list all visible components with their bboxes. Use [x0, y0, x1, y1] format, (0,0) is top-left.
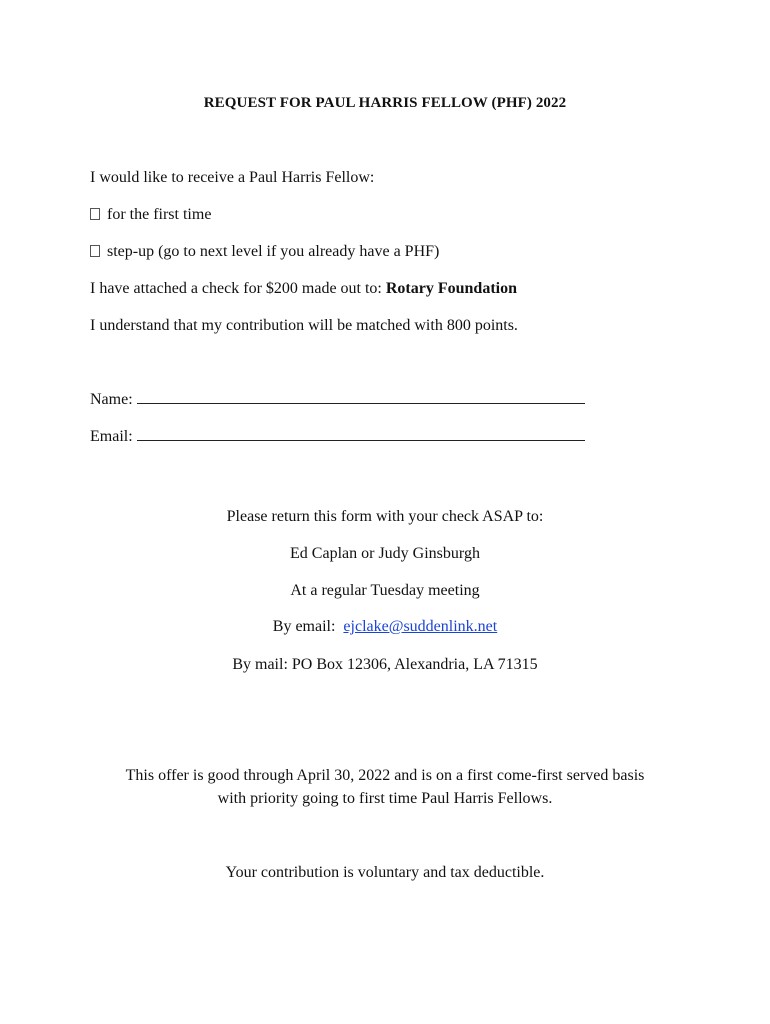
tax-note: Your contribution is voluntary and tax deductible. — [225, 864, 545, 881]
option-step-up — [90, 242, 439, 262]
return-contacts: Ed Caplan or Judy Ginsburgh — [290, 545, 480, 562]
name-field[interactable] — [137, 389, 585, 404]
page-title: REQUEST FOR PAUL HARRIS FELLOW (PHF) 2022 — [203, 95, 567, 111]
option-first-time-label: for the first time — [107, 206, 212, 223]
email-label: Email: — [90, 428, 133, 445]
return-email-line — [0, 617, 770, 637]
intro-text: I would like to receive a Paul Harris Fellow: — [90, 169, 375, 186]
email-link[interactable]: ejclake@suddenlink.net — [343, 618, 498, 635]
check-payee: Rotary Foundation — [385, 280, 517, 297]
offer-line-1: This offer is good through April 30, 2022 and is on a first come-first served basis — [125, 767, 645, 784]
email-row — [90, 426, 585, 447]
return-meeting: At a regular Tuesday meeting — [290, 582, 480, 599]
points-statement: I understand that my contribution will be matched with 800 points. — [90, 317, 518, 334]
check-statement — [90, 279, 517, 299]
option-step-up-label: step-up (go to next level if you already have a PHF) — [107, 243, 440, 260]
check-text: I have attached a check for $200 made out to: — [90, 280, 386, 297]
offer-line-2: with priority going to first time Paul Harris Fellows. — [217, 790, 553, 807]
first-time-checkbox[interactable] — [90, 208, 100, 220]
return-mail: By mail: PO Box 12306, Alexandria, LA 71315 — [232, 656, 538, 673]
return-email-prefix: By email: — [272, 618, 336, 635]
email-field[interactable] — [137, 426, 585, 441]
return-heading: Please return this form with your check ASAP to: — [226, 508, 544, 525]
name-row — [90, 389, 585, 410]
name-label: Name: — [90, 391, 133, 408]
step-up-checkbox[interactable] — [90, 245, 100, 257]
option-first-time — [90, 205, 211, 225]
